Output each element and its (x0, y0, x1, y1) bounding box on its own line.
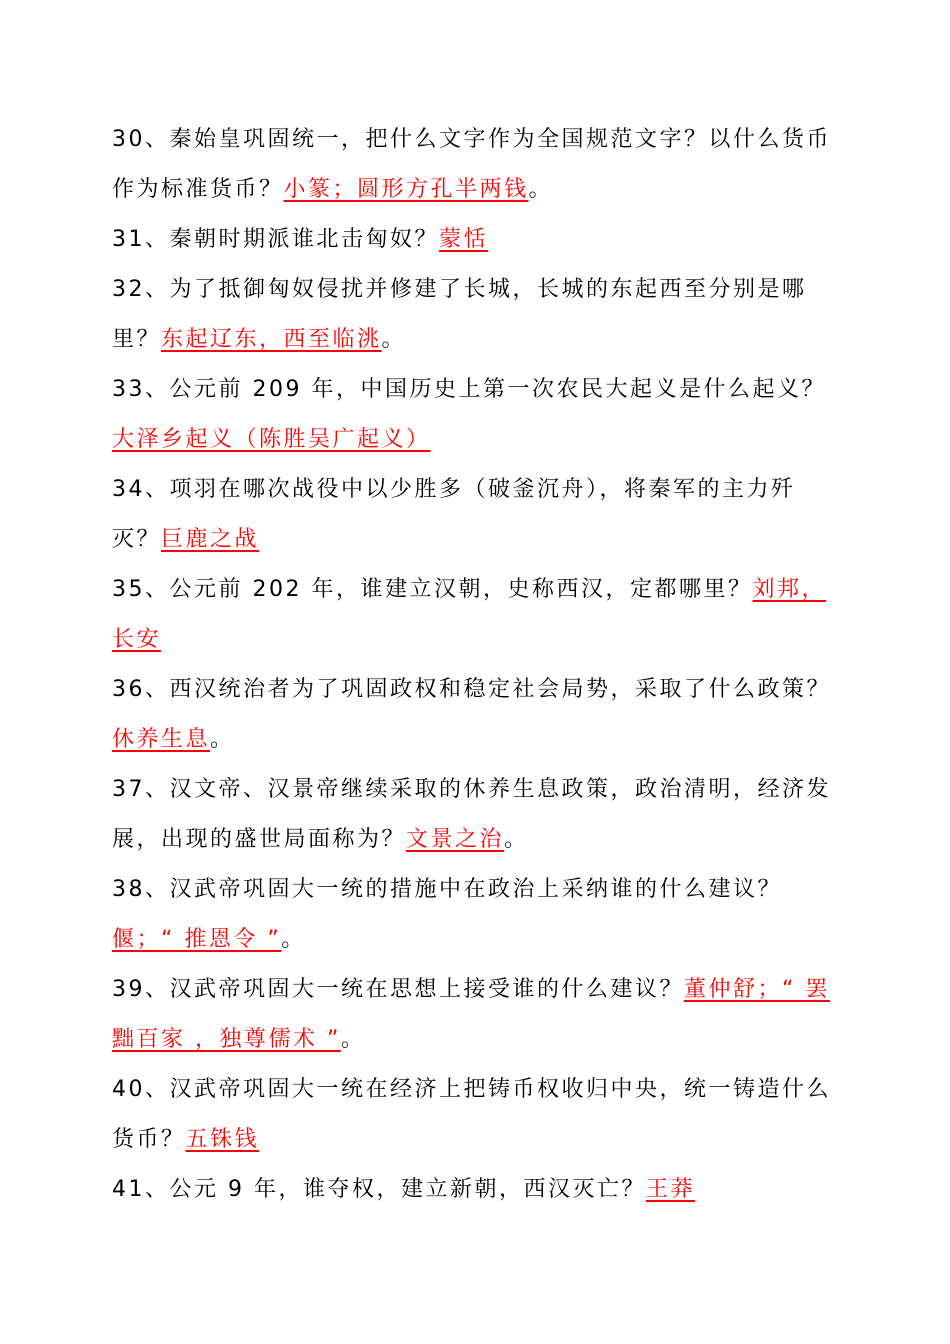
question-text: 39、汉武帝巩固大一统在思想上接受谁的什么建议？ (112, 977, 684, 1002)
qa-item-35 (112, 565, 842, 665)
qa-item-30 (112, 115, 842, 215)
answer-text: 休养生息 (112, 727, 211, 752)
tail-text: 。 (340, 1027, 366, 1052)
qa-item-39 (112, 965, 842, 1065)
answer-text: 偃；“ 推恩令 ” (112, 927, 282, 952)
answer-text: 东起辽东，西至临洮 (161, 327, 382, 352)
answer-text: 王莽 (645, 1177, 695, 1202)
question-text: 31、秦朝时期派谁北击匈奴？ (112, 227, 439, 252)
qa-item-41 (112, 1165, 842, 1215)
tail-text: 。 (528, 177, 554, 202)
qa-item-36 (112, 665, 842, 765)
qa-list (112, 115, 842, 1215)
question-text: 34、项羽在哪次战役中以少胜多（破釜沉舟），将秦军的主力歼灭？ (112, 477, 796, 552)
tail-text: 。 (504, 827, 529, 852)
question-text: 32、为了抵御匈奴侵扰并修建了长城，长城的东起西至分别是哪里？ (112, 277, 807, 352)
qa-item-31 (112, 215, 842, 265)
qa-item-38 (112, 865, 842, 965)
question-text: 41、公元 9 年，谁夺权，建立新朝，西汉灭亡？ (112, 1177, 646, 1202)
question-text: 35、公元前 202 年，谁建立汉朝，史称西汉，定都哪里？ (112, 577, 753, 602)
answer-text: 董仲舒；“ 罢黜百家 ，独尊儒术 ” (112, 977, 830, 1052)
tail-text: 。 (281, 927, 306, 952)
qa-item-32 (112, 265, 842, 365)
answer-text: 小篆；圆形方孔半两钱 (283, 177, 529, 202)
question-text: 36、西汉统治者为了巩固政权和稳定社会局势，采取了什么政策？ (112, 677, 831, 702)
answer-text: 大泽乡起义（陈胜吴广起义） (112, 427, 431, 452)
answer-text: 蒙恬 (439, 227, 489, 252)
qa-item-33 (112, 365, 842, 465)
qa-item-34 (112, 465, 842, 565)
qa-item-37 (112, 765, 842, 865)
question-text: 38、汉武帝巩固大一统的措施中在政治上采纳谁的什么建议？ (112, 877, 782, 902)
answer-text: 巨鹿之战 (161, 527, 260, 552)
question-text: 30、秦始皇巩固统一，把什么文字作为全国规范文字？以什么货币作为标准货币？ (112, 127, 831, 202)
answer-text: 五铢钱 (185, 1127, 260, 1152)
answer-text: 刘邦，长安 (112, 577, 826, 652)
tail-text: 。 (210, 727, 235, 752)
question-text: 33、公元前 209 年，中国历史上第一次农民大起义是什么起义？ (112, 377, 826, 402)
answer-text: 文景之治 (406, 827, 505, 852)
question-text: 40、汉武帝巩固大一统在经济上把铸币权收归中央，统一铸造什么货币？ (112, 1077, 831, 1152)
tail-text: 。 (381, 327, 407, 352)
qa-item-40 (112, 1065, 842, 1165)
question-text: 37、汉文帝、汉景帝继续采取的休养生息政策，政治清明，经济发展，出现的盛世局面称为？ (112, 777, 831, 852)
